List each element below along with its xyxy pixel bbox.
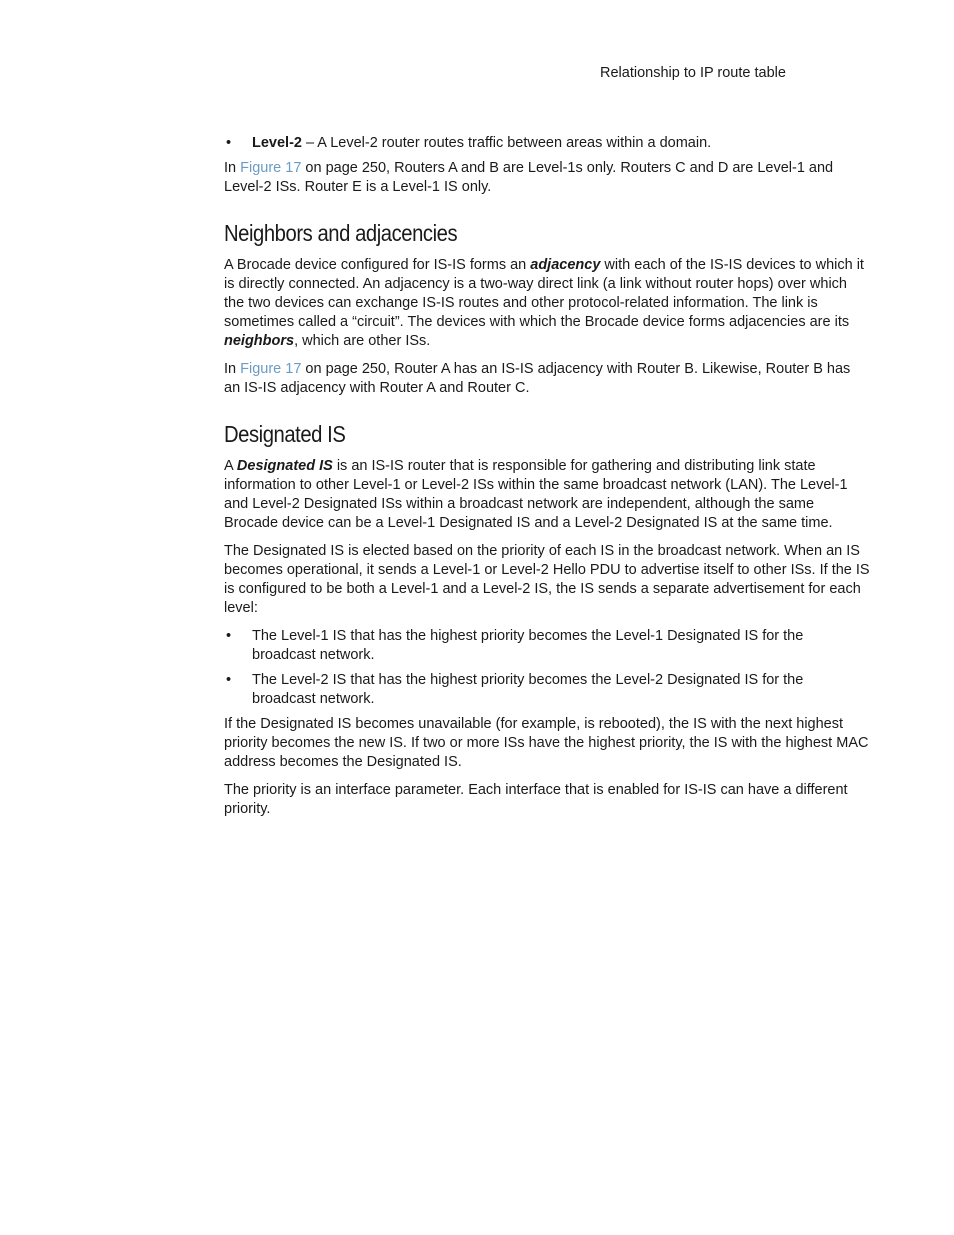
text-run: A Brocade device configured for IS-IS forms an: [224, 257, 531, 273]
document-body: [224, 134, 870, 828]
designated-paragraph-2: The Designated IS is elected based on the priority of each IS in the broadcast network. When an IS becomes operational, it sends a Level-1 or Level-2 Hello PDU to advertise itself to other ISs. If the IS is configured to be both a Level-1 and a Level-2 IS, the IS sends a separate advertisement for each level:: [224, 543, 870, 616]
intro-paragraph: [224, 159, 870, 197]
text-run: on page 250, Router A has an IS-IS adjacency with Router B. Likewise, Router B has an IS-IS adjacency with Router A and Router C.: [224, 361, 851, 396]
intro-list: [224, 134, 870, 153]
section-heading-neighbors: Neighbors and adjacencies: [224, 220, 458, 246]
text-run: In: [224, 361, 241, 377]
list-term: Level-2: [252, 135, 302, 151]
section-heading-designated-is: Designated IS: [224, 421, 346, 447]
term-neighbors: neighbors: [224, 333, 295, 349]
text-run: In: [224, 160, 241, 176]
text-run: with each of the IS-IS devices to which it is directly connected. An adjacency is a two-way direct link (a link without router hops) over which the two devices can exchange IS-IS routes and other protocol-related information. The link is sometimes called a “circuit”. The devices with which the Brocade device forms adjacencies are its: [224, 257, 864, 330]
list-text: – A Level-2 router routes traffic between areas within a domain.: [301, 135, 712, 151]
text-run: , which are other ISs.: [294, 333, 431, 349]
running-header: Relationship to IP route table: [600, 65, 786, 81]
text-run: is an IS-IS router that is responsible for gathering and distributing link state information to other Level-1 or Level-2 ISs within the same broadcast network (LAN). The Level-1 and Level-2 Designated ISs within a broadcast network are independent, although the same Brocade device can be a Level-1 Designated IS and a Level-2 Designated IS at the same time.: [224, 458, 848, 531]
designated-paragraph-4: The priority is an interface parameter. Each interface that is enabled for IS-IS can have a different priority.: [224, 782, 848, 817]
bullet-icon: •: [226, 628, 232, 644]
bullet-icon: •: [226, 135, 232, 151]
designated-paragraph-3: If the Designated IS becomes unavailable (for example, is rebooted), the IS with the next highest priority becomes the new IS. If two or more ISs have the highest priority, the IS with the highest MAC address becomes the Designated IS.: [224, 716, 869, 770]
bullet-icon: •: [226, 672, 232, 688]
list-item: [224, 627, 870, 665]
designated-paragraph-1: [224, 457, 870, 533]
neighbors-paragraph-1: [224, 256, 870, 351]
text-run: on page 250, Routers A and B are Level-1s only. Routers C and D are Level-1 and Level-2 ISs. Router E is a Level-1 IS only.: [224, 160, 834, 195]
figure-link[interactable]: Figure 17: [240, 361, 302, 377]
figure-link[interactable]: Figure 17: [240, 160, 302, 176]
neighbors-paragraph-2: [224, 360, 870, 398]
designated-list: [224, 627, 870, 709]
term-designated-is: Designated IS: [236, 458, 333, 474]
list-text: The Level-1 IS that has the highest priority becomes the Level-1 Designated IS for the broadcast network.: [252, 628, 804, 663]
list-item: [224, 134, 870, 153]
list-item: [224, 671, 870, 709]
text-run: A: [224, 458, 237, 474]
list-text: The Level-2 IS that has the highest priority becomes the Level-2 Designated IS for the broadcast network.: [252, 672, 804, 707]
term-adjacency: adjacency: [530, 257, 601, 273]
